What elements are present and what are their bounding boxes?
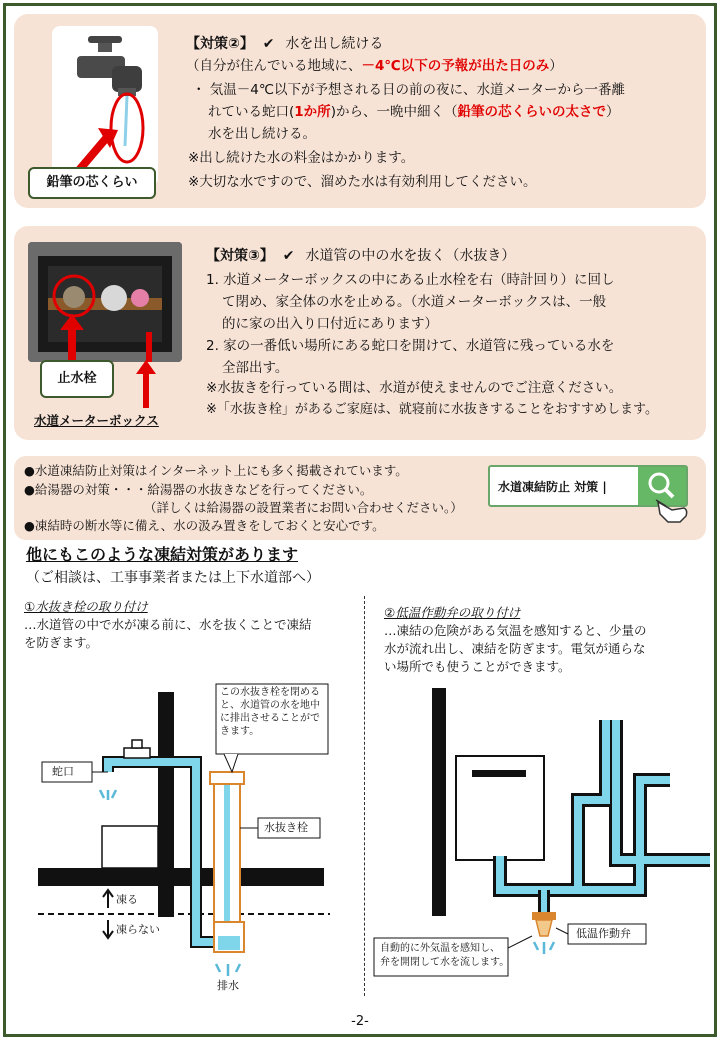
check-icon: ✔ bbox=[282, 248, 295, 264]
drain-valve-title: ①水抜き栓の取り付け bbox=[24, 599, 148, 614]
drain-label: 排水 bbox=[217, 979, 239, 992]
thermo-valve-desc1: …凍結の危険がある気温を感知すると、少量の bbox=[384, 623, 647, 638]
drain-valve-desc2: を防ぎます。 bbox=[24, 635, 99, 650]
measure-3-note1: ※水抜きを行っている間は、水道が使えませんのでご注意ください。 bbox=[206, 380, 623, 396]
measure-3-step2b: 全部出す。 bbox=[222, 360, 289, 376]
drain-callout-2: と、水道管の水を地中 bbox=[220, 700, 320, 711]
temperature-condition: －4℃以下の予報が出た日のみ bbox=[361, 58, 550, 74]
measure-2-bullet: ・ 気温－4℃以下が予想される日の前の夜に、水道メーターから一番離 bbox=[192, 82, 626, 98]
drain-valve-desc1: …水道管の中で水が凍る前に、水を抜くことで凍結 bbox=[24, 617, 312, 632]
meter-box-arrow bbox=[136, 360, 156, 408]
faucet-label: 蛇口 bbox=[52, 765, 74, 778]
measure-3-note2: ※「水抜き栓」があるご家庭は、就寝前に水抜きすることをおすすめします。 bbox=[206, 402, 658, 417]
page-number: -2- bbox=[351, 1014, 369, 1029]
info-line4: ●凍結時の断水等に備え、水の汲み置きをしておくと安心です。 bbox=[24, 518, 385, 533]
check-icon: ✔ bbox=[262, 36, 275, 52]
thermo-valve-label: 低温作動弁 bbox=[576, 927, 631, 940]
no-freeze-label: 凍らない bbox=[116, 923, 160, 936]
pencil-lead-label: 鉛筆の芯くらい bbox=[28, 167, 156, 199]
measure-3-title: 水道管の中の水を抜く（水抜き） bbox=[305, 248, 516, 264]
other-measures-subheading: （ご相談は、工事事業者または上下水道部へ） bbox=[26, 570, 320, 586]
column-divider bbox=[364, 596, 365, 996]
other-measures-heading: 他にもこのような凍結対策があります bbox=[26, 545, 299, 564]
measure-2-number: 【対策②】 bbox=[186, 36, 254, 52]
info-line2: ●給湯器の対策・・・給湯器の水抜きなどを行ってください。 bbox=[24, 482, 373, 497]
drain-valve-label: 水抜き栓 bbox=[264, 821, 308, 834]
faucet-photo bbox=[52, 26, 158, 186]
info-line3: （詳しくは給湯器の設置業者にお問い合わせください。） bbox=[144, 500, 463, 515]
measure-3-heading bbox=[206, 246, 515, 266]
measure-2-line2: れている蛇口(1か所)から、一晩中細く（鉛筆の芯くらいの太さで） bbox=[208, 104, 620, 120]
measure-3-step1a: 1. 水道メーターボックスの中にある止水栓を右（時計回り）に回し bbox=[206, 272, 615, 288]
drain-callout-3: に排出させることがで bbox=[220, 713, 320, 724]
measure-2-note2: ※大切な水ですので、溜めた水は有効利用してください。 bbox=[188, 174, 537, 190]
thermo-callout-1: 自動的に外気温を感知し、 bbox=[380, 943, 500, 954]
search-input[interactable]: 水道凍結防止 対策 | bbox=[498, 480, 607, 494]
thermo-callout-2: 弁を開閉して水を流します。 bbox=[380, 957, 510, 968]
measure-3-step2a: 2. 家の一番低い場所にある蛇口を開けて、水道管に残っている水を bbox=[206, 338, 615, 354]
measure-3-step1c: 的に家の出入り口付近にあります） bbox=[222, 316, 438, 332]
drain-callout-4: きます。 bbox=[220, 726, 260, 737]
stop-valve-label: 止水栓 bbox=[40, 360, 114, 398]
thermo-valve-title: ②低温作動弁の取り付け bbox=[384, 605, 521, 620]
measure-3-number: 【対策③】 bbox=[206, 248, 274, 264]
meter-box-photo bbox=[28, 242, 182, 362]
pointer-hand-icon bbox=[654, 496, 690, 526]
measure-3-step1b: て閉め、家全体の水を止める。（水道メーターボックスは、一般 bbox=[222, 294, 607, 310]
measure-2-heading bbox=[186, 34, 383, 54]
measure-2-condition: （自分が住んでいる地域に、－4℃以下の予報が出た日のみ） bbox=[186, 58, 563, 74]
meter-box-label: 水道メーターボックス bbox=[34, 413, 159, 428]
measure-2-note1: ※出し続けた水の料金はかかります。 bbox=[188, 150, 415, 166]
thermo-valve-desc2: 水が流れ出し、凍結を防ぎます。電気が通らな bbox=[384, 641, 646, 656]
thermo-valve-desc3: い場所でも使うことができます。 bbox=[384, 659, 571, 674]
freeze-label: 凍る bbox=[116, 893, 138, 906]
measure-2-line3: 水を出し続ける。 bbox=[208, 126, 316, 142]
drain-callout-1: この水抜き栓を閉める bbox=[220, 687, 320, 698]
measure-2-title: 水を出し続ける bbox=[285, 36, 384, 52]
info-line1: ●水道凍結防止対策はインターネット上にも多く掲載されています。 bbox=[24, 463, 408, 478]
